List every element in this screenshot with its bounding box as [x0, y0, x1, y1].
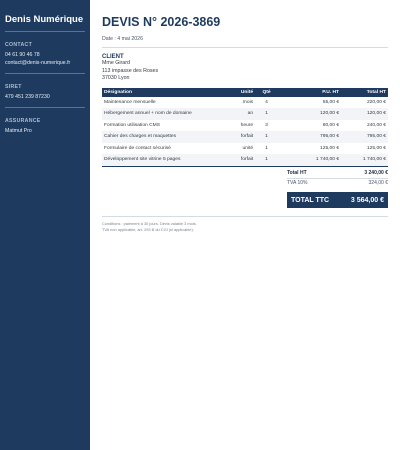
table-row [102, 108, 388, 120]
cell-designation: Maintenance mensuelle [104, 99, 156, 105]
cell-unit: heure [240, 122, 254, 128]
contact-email: contact@denis-numerique.fr [5, 60, 71, 66]
quote-date: Date : 4 mai 2026 [102, 36, 388, 48]
cell-unit-price: 795,00 € [278, 131, 341, 143]
cell-qty: 4 [265, 99, 268, 105]
total-ht-label: Total HT [287, 169, 307, 176]
table-header-row [102, 88, 388, 97]
siret-heading: SIRET [5, 84, 22, 90]
cell-designation: Formulaire de contact sécurisé [104, 145, 171, 151]
cell-total: 240,00 € [366, 122, 386, 128]
table-row [102, 154, 388, 166]
cell-unit: mois [242, 99, 254, 105]
cell-total: 125,00 € [366, 145, 386, 151]
cell-designation: Cahier des charges et maquettes [102, 131, 223, 143]
cell-total: 120,00 € [341, 108, 388, 120]
client-name: Mme Girard [102, 60, 130, 66]
conditions-line: Conditions : paiement à 30 jours. Devis valable 3 mois. [102, 221, 197, 226]
cell-qty: 1 [255, 131, 278, 143]
cell-unit: an [223, 108, 255, 120]
sidebar [0, 0, 90, 450]
siret-section [5, 84, 85, 108]
tva-label: TVA 10% [287, 180, 308, 187]
cell-designation: Développement site vitrine 5 pages [102, 154, 223, 166]
header-unit-price: P.U. HT [278, 88, 341, 97]
header-total: Total HT [341, 88, 388, 97]
cell-total: 220,00 € [366, 99, 386, 105]
tva-row [287, 179, 388, 189]
cell-unit-price: 55,00 € [322, 99, 340, 105]
conditions-block [102, 216, 388, 233]
cell-total: 1 740,00 € [341, 154, 388, 166]
client-street: 113 impasse des Roses [102, 67, 159, 74]
insurance-section [5, 118, 85, 141]
contact-section [5, 42, 85, 74]
cell-unit: unité [242, 145, 254, 151]
cell-qty: 1 [255, 108, 278, 120]
contact-heading: CONTACT [5, 42, 33, 48]
cell-qty: 1 [265, 145, 268, 151]
quote-main [102, 12, 388, 167]
insurance-heading: ASSURANCE [5, 118, 41, 124]
total-ht-row [287, 168, 388, 179]
cell-designation: Hébergement annuel + nom de domaine [102, 108, 223, 120]
table-row [102, 120, 388, 132]
conditions-line: TVA non applicable, art. 293 B du CGI (si applicable). [102, 227, 194, 232]
quote-title: DEVIS N° 2026-3869 [102, 15, 221, 29]
items-table [102, 88, 388, 167]
cell-unit-price: 1 740,00 € [278, 154, 341, 166]
cell-unit: forfait [223, 154, 255, 166]
table-row [102, 97, 388, 109]
total-ht-value: 3 240,00 € [364, 169, 388, 176]
cell-unit-price: 80,00 € [322, 122, 340, 128]
cell-designation: Formation utilisation CMS [104, 122, 160, 128]
cell-unit-price: 125,00 € [320, 145, 340, 151]
cell-qty: 1 [255, 154, 278, 166]
cell-unit-price: 120,00 € [278, 108, 341, 120]
cell-unit: forfait [223, 131, 255, 143]
total-ttc-value: 3 564,00 € [350, 196, 384, 204]
client-heading: CLIENT [102, 54, 124, 60]
total-ttc-label: TOTAL TTC [291, 196, 330, 204]
table-row [102, 131, 388, 143]
table-row [102, 143, 388, 155]
siret-value: 479 451 239 87230 [5, 94, 50, 100]
header-qty: Qté [255, 88, 278, 97]
insurance-value: Matmut Pro [5, 128, 32, 134]
contact-phone: 04 61 90 46 78 [5, 52, 40, 58]
cell-qty: 3 [265, 122, 268, 128]
tva-value: 324,00 € [368, 180, 388, 187]
company-name: Denis Numérique [5, 14, 85, 32]
total-ttc-box [287, 192, 388, 208]
header-unit: Unité [223, 88, 255, 97]
cell-total: 795,00 € [341, 131, 388, 143]
totals-block [287, 168, 388, 208]
header-designation: Désignation [102, 88, 223, 97]
client-city: 37030 Lyon [102, 75, 130, 81]
